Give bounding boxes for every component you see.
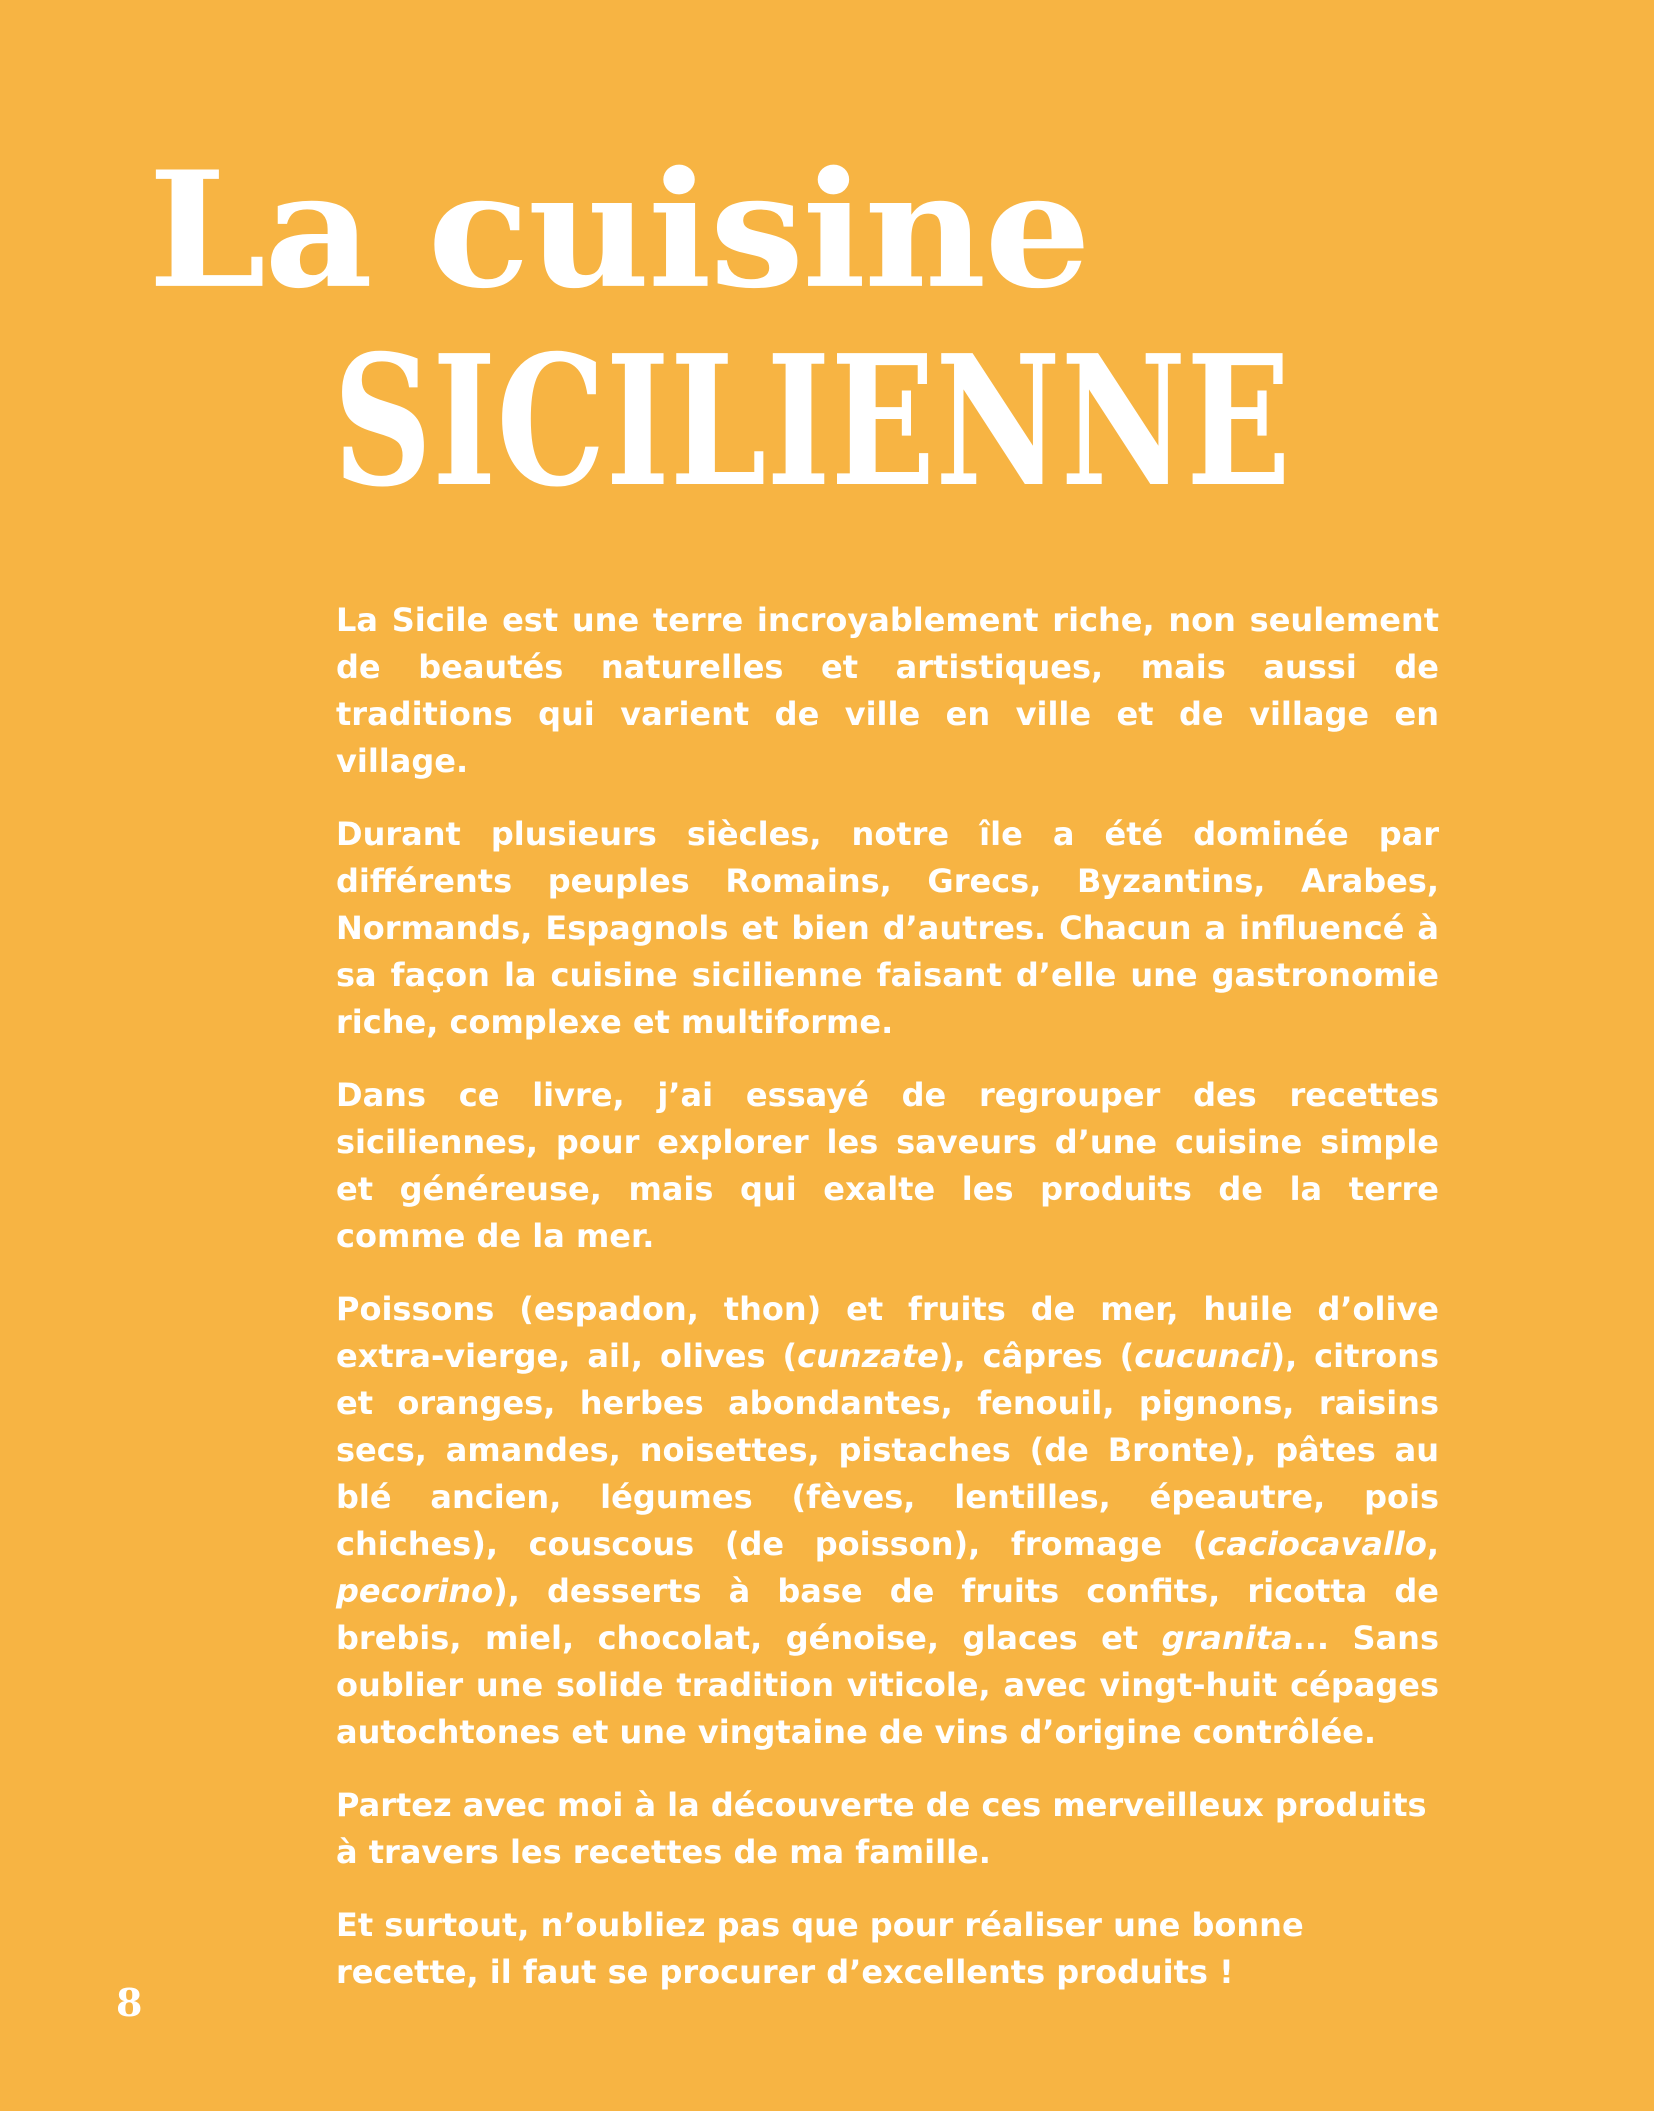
- paragraph-4-text-1: Poissons (espadon, thon) et fruits de mer, huile d’olive extra-vierge, ail, olives (: [336, 1290, 1439, 1375]
- italic-granita: granita: [1161, 1619, 1293, 1657]
- paragraph-1: La Sicile est une terre incroyablement riche, non seulement de beautés naturelles et artistiques, mais aussi de traditions qui varient de ville en ville et de village en village.: [336, 601, 1439, 780]
- paragraph-4-text-6: ... Sans oublier une solide tradition viticole, avec vingt-huit cépages autochtones et une vingtaine de vins d’origine contrôlée.: [336, 1619, 1439, 1751]
- paragraph-4: [336, 1286, 1439, 1756]
- title-line-2: SICILIENNE: [333, 315, 1291, 527]
- italic-pecorino: pecorino: [336, 1572, 494, 1610]
- italic-cucunci: cucunci: [1134, 1337, 1271, 1375]
- paragraph-2: Durant plusieurs siècles, notre île a été dominée par différents peuples Romains, Grecs, Byzantins, Arabes, Normands, Espagnols et bien d’autres. Chacun a influencé à sa façon la cuisine sicilienne faisant d’elle une gastronomie riche, complexe et multiforme.: [336, 815, 1439, 1041]
- italic-caciocavallo: caciocavallo: [1207, 1525, 1427, 1563]
- page-number: 8: [116, 1980, 143, 2025]
- paragraph-4-text-4: ,: [1426, 1525, 1439, 1563]
- paragraph-6: Et surtout, n’oubliez pas que pour réaliser une bonne recette, il faut se procurer d’excellents produits !: [336, 1906, 1304, 1991]
- paragraph-4-text-5: ), desserts à base de fruits confits, ricotta de brebis, miel, chocolat, génoise, glaces et: [336, 1572, 1439, 1657]
- paragraph-4-text-2: ), câpres (: [938, 1337, 1135, 1375]
- title-line-1: La cuisine: [148, 135, 1090, 324]
- italic-cunzate: cunzate: [797, 1337, 939, 1375]
- paragraph-5: Partez avec moi à la découverte de ces merveilleux produits à travers les recettes de ma famille.: [336, 1786, 1427, 1871]
- body-text: [336, 597, 1439, 2022]
- paragraph-3: Dans ce livre, j’ai essayé de regrouper des recettes siciliennes, pour explorer les saveurs d’une cuisine simple et généreuse, mais qui exalte les produits de la terre comme de la mer.: [336, 1076, 1439, 1255]
- paragraph-4-text-3: ), citrons et oranges, herbes abondantes, fenouil, pignons, raisins secs, amandes, noisettes, pistaches (de Bronte), pâtes au blé ancien, légumes (fèves, lentilles, épeautre, pois chiches), couscous (de poisson), fromage (: [336, 1337, 1440, 1563]
